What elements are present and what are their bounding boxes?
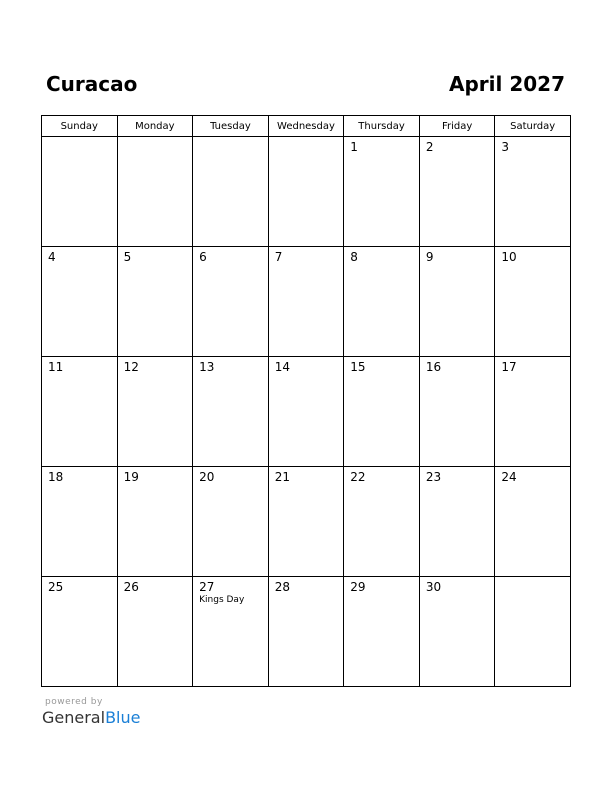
day-cell xyxy=(193,247,269,357)
day-cell xyxy=(117,467,193,577)
day-cell xyxy=(268,467,344,577)
day-cell xyxy=(419,357,495,467)
week-row-2 xyxy=(42,247,571,357)
weekday-sunday: Sunday xyxy=(42,116,118,137)
day-cell xyxy=(193,577,269,687)
day-cell xyxy=(495,467,571,577)
weekday-thursday: Thursday xyxy=(344,116,420,137)
day-cell xyxy=(495,357,571,467)
day-cell xyxy=(344,137,420,247)
day-cell xyxy=(42,137,118,247)
day-number: 29 xyxy=(350,580,366,594)
calendar-country-title: Curacao xyxy=(46,72,138,96)
day-number: 20 xyxy=(199,470,215,484)
day-number: 21 xyxy=(274,470,290,484)
day-number: 2 xyxy=(425,140,434,154)
day-cell xyxy=(419,467,495,577)
day-number: 17 xyxy=(501,360,517,374)
day-number: 3 xyxy=(501,140,510,154)
day-cell xyxy=(344,467,420,577)
day-cell xyxy=(495,577,571,687)
day-cell xyxy=(419,577,495,687)
day-cell xyxy=(419,247,495,357)
calendar-month-title: April 2027 xyxy=(449,72,565,96)
day-number xyxy=(193,137,268,140)
day-cell xyxy=(193,357,269,467)
logo-text-blue: Blue xyxy=(105,708,141,727)
day-cell xyxy=(42,467,118,577)
holiday-label: Kings Day xyxy=(199,595,245,605)
day-number: 16 xyxy=(425,360,442,374)
day-cell xyxy=(193,467,269,577)
day-cell xyxy=(268,137,344,247)
day-number: 13 xyxy=(199,360,215,374)
calendar-grid xyxy=(41,115,571,687)
day-cell xyxy=(268,577,344,687)
weekday-wednesday: Wednesday xyxy=(268,116,344,137)
day-number: 23 xyxy=(425,470,442,484)
day-number: 1 xyxy=(350,140,358,154)
day-number: 8 xyxy=(350,250,358,264)
week-row-1 xyxy=(42,137,571,247)
day-number: 30 xyxy=(425,580,442,594)
day-number: 7 xyxy=(274,250,283,264)
day-cell xyxy=(42,357,118,467)
powered-by-text: powered by xyxy=(45,697,103,707)
week-row-5 xyxy=(42,577,571,687)
day-number xyxy=(495,577,570,580)
day-number: 19 xyxy=(123,470,139,484)
day-cell xyxy=(193,137,269,247)
day-number xyxy=(269,137,344,140)
day-cell xyxy=(117,247,193,357)
day-cell xyxy=(117,357,193,467)
week-row-4 xyxy=(42,467,571,577)
day-number: 12 xyxy=(123,360,139,374)
day-number: 22 xyxy=(350,470,366,484)
day-number: 26 xyxy=(123,580,139,594)
weekday-header-row xyxy=(42,116,571,137)
day-number: 10 xyxy=(501,250,517,264)
day-cell xyxy=(268,357,344,467)
day-cell xyxy=(42,247,118,357)
day-cell xyxy=(117,577,193,687)
week-row-3 xyxy=(42,357,571,467)
day-number: 27 xyxy=(199,580,215,594)
day-number: 25 xyxy=(48,580,64,594)
day-cell xyxy=(42,577,118,687)
weekday-tuesday: Tuesday xyxy=(193,116,269,137)
day-number: 24 xyxy=(501,470,517,484)
day-number xyxy=(42,137,117,140)
day-cell xyxy=(495,247,571,357)
logo-text-general: General xyxy=(42,708,106,727)
day-number: 28 xyxy=(274,580,290,594)
day-number: 9 xyxy=(425,250,434,264)
day-number xyxy=(118,137,193,140)
day-cell xyxy=(419,137,495,247)
day-number: 15 xyxy=(350,360,366,374)
generalblue-logo[interactable] xyxy=(42,708,140,728)
day-number: 14 xyxy=(274,360,290,374)
weekday-saturday: Saturday xyxy=(495,116,571,137)
day-cell xyxy=(117,137,193,247)
day-cell xyxy=(344,357,420,467)
weekday-monday: Monday xyxy=(117,116,193,137)
day-cell xyxy=(495,137,571,247)
day-cell xyxy=(268,247,344,357)
day-number: 11 xyxy=(48,360,64,374)
day-number: 6 xyxy=(199,250,207,264)
day-number: 5 xyxy=(123,250,132,264)
day-cell xyxy=(344,247,420,357)
weekday-friday: Friday xyxy=(419,116,495,137)
day-number: 4 xyxy=(48,250,56,264)
day-cell xyxy=(344,577,420,687)
day-number: 18 xyxy=(48,470,64,484)
